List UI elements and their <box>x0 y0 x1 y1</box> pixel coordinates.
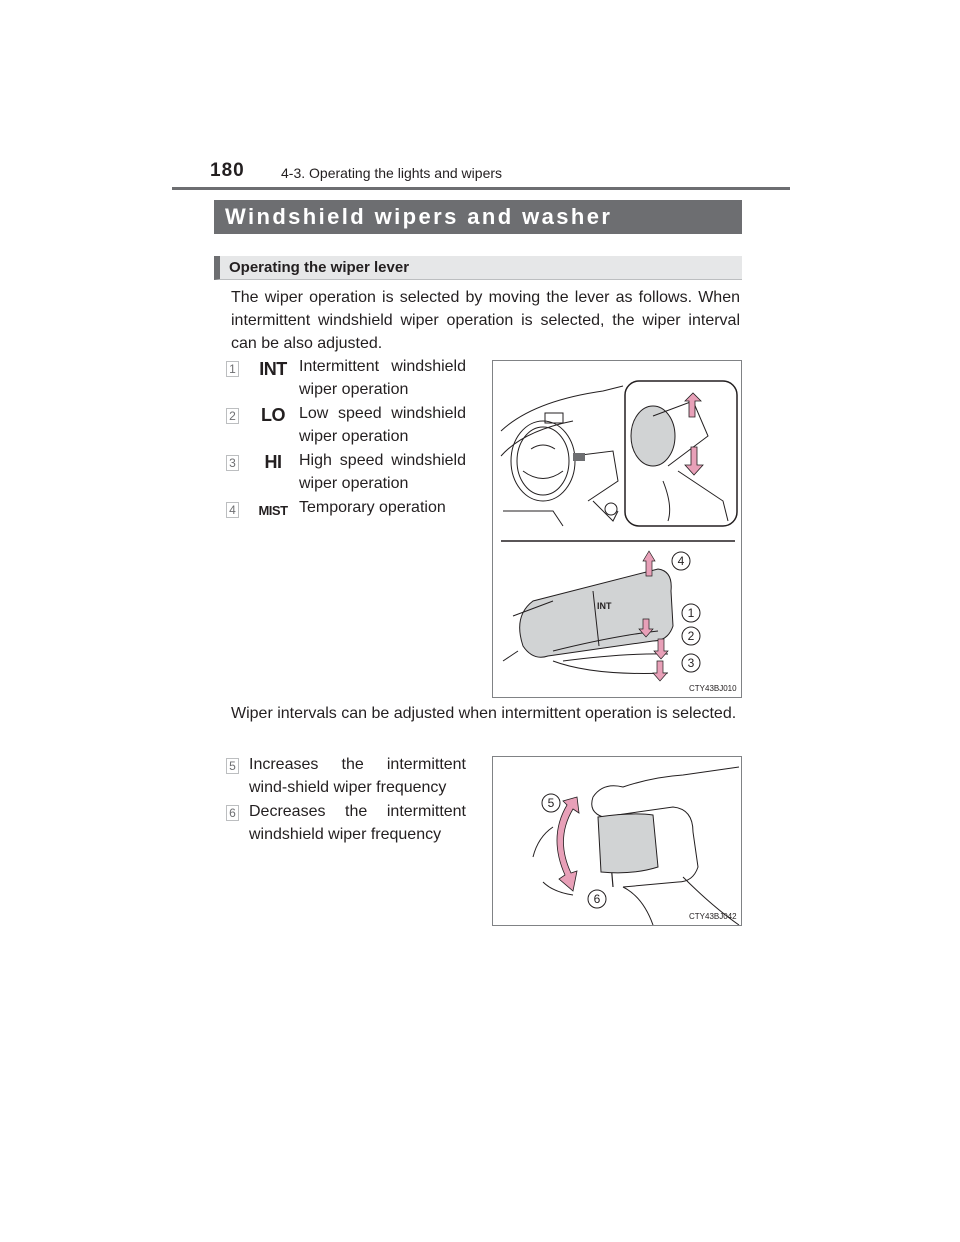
figure-code: CTY43BJ010 <box>689 684 737 693</box>
interval-paragraph: Wiper intervals can be adjusted when intermittent operation is selected. <box>231 705 737 722</box>
mode-description: Intermittent windshield wiper operation <box>299 358 466 398</box>
callout-6-label: 6 <box>593 892 601 906</box>
item-number: 4 <box>226 502 239 518</box>
item-number: 6 <box>226 805 239 821</box>
page-title: Windshield wipers and washer <box>214 200 742 234</box>
item-number: 2 <box>226 408 239 424</box>
item-number: 5 <box>226 758 239 774</box>
wiper-lever-figure <box>492 360 742 698</box>
mode-description: Low speed windshield wiper operation <box>299 405 466 445</box>
int-symbol: INT <box>259 359 287 379</box>
hi-symbol: HI <box>264 452 282 472</box>
callout-4-label: 4 <box>677 554 685 568</box>
lo-symbol: LO <box>261 405 285 425</box>
callout-1-label: 1 <box>687 606 695 620</box>
item-number: 3 <box>226 455 239 471</box>
header-rule <box>172 187 790 190</box>
figure-code: CTY43BJ042 <box>689 912 737 921</box>
interval-figure <box>492 756 742 926</box>
lever-int-label: INT <box>597 601 612 611</box>
mode-description: Temporary operation <box>299 499 446 516</box>
interval-description: Decreases the intermittent windshield wiper frequency <box>249 803 466 843</box>
callout-5-label: 5 <box>547 796 555 810</box>
mist-symbol: MIST <box>258 503 288 518</box>
item-number: 1 <box>226 361 239 377</box>
interval-description: Increases the intermittent wind-shield wiper frequency <box>249 756 466 796</box>
intro-paragraph: The wiper operation is selected by moving the lever as follows. When intermittent windshield wiper operation is selected, the wiper interval can be also adjusted. <box>231 289 740 352</box>
wiper-lever-illustration <box>493 361 741 697</box>
interval-illustration <box>493 757 741 925</box>
page-number: 180 <box>210 160 245 181</box>
section-header: 4-3. Operating the lights and wipers <box>281 165 503 181</box>
subheading: Operating the wiper lever <box>214 256 742 280</box>
callout-2-label: 2 <box>687 629 695 643</box>
callout-3-label: 3 <box>687 656 695 670</box>
mode-description: High speed windshield wiper operation <box>299 452 466 492</box>
